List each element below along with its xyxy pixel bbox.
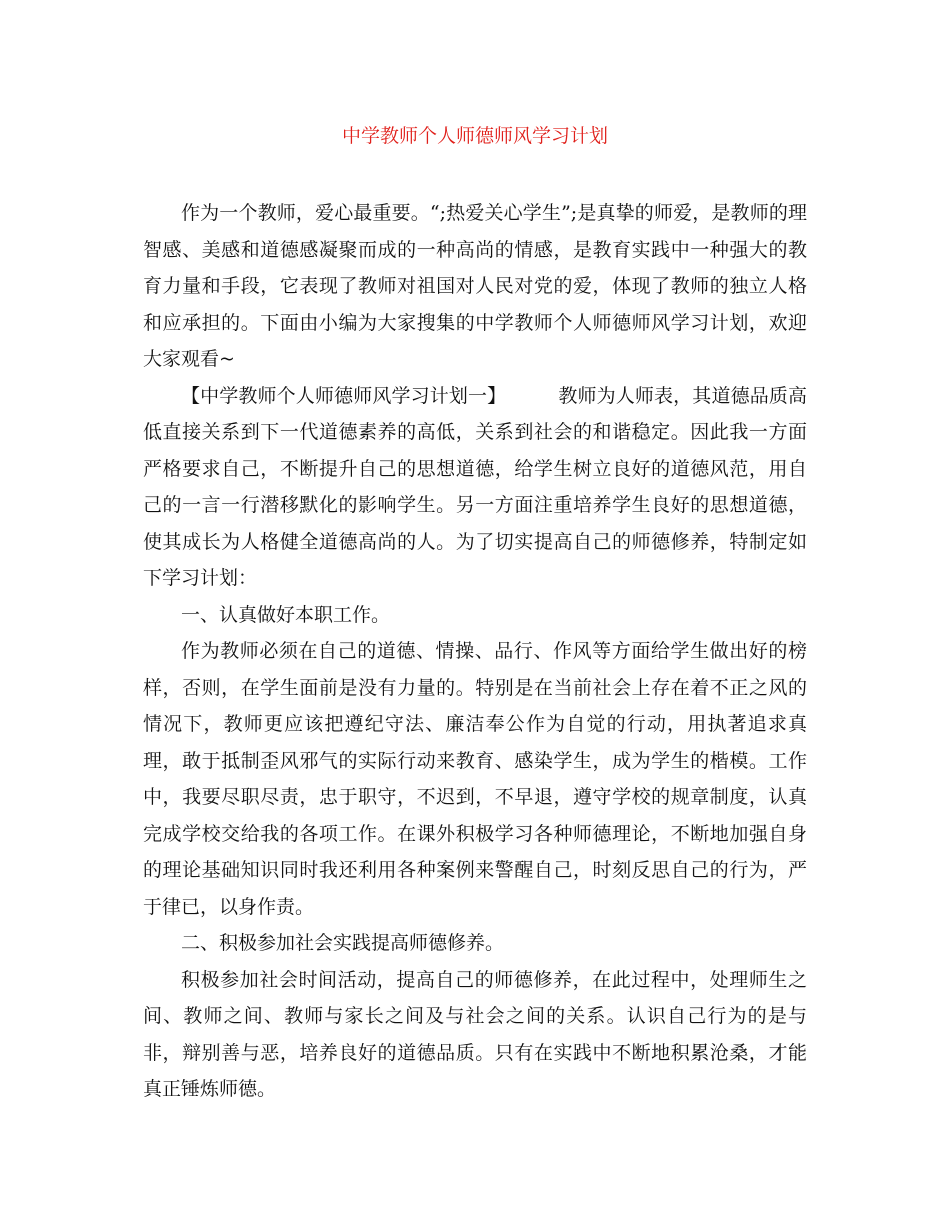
plan1-text: 教师为人师表，其道德品质高低直接关系到下一代道德素养的高低，关系到社会的和谐稳定。因此我一方面严格要求自己，不断提升自己的思想道德，给学生树立良好的道德风范，用自己的一言一行潜移默化的影响学生。另一方面注重培养学生良好的思想道德，使其成长为人格健全道德高尚的人。为了切实提高自己的师德修养，特制定如下学习计划：: [143, 384, 807, 589]
section1-heading: 一、认真做好本职工作。: [181, 603, 391, 626]
document-body: [143, 195, 807, 1108]
intro-paragraph: 作为一个教师，爱心最重要。“;热爱关心学生”;是真挚的师爱，是教师的理智感、美感和道德感凝聚而成的一种高尚的情感，是教育实践中一种强大的教育力量和手段，它表现了教师对祖国对人民对党的爱，体现了教师的独立人格和应承担的。下面由小编为大家搜集的中学教师个人师德师风学习计划，欢迎大家观看~: [143, 202, 807, 370]
section2-heading: 二、积极参加社会实践提高师德修养。: [181, 932, 505, 954]
section2-paragraph: 积极参加社会时间活动，提高自己的师德修养，在此过程中，处理师生之间、教师之间、教师与家长之间及与社会之间的关系。认识自己行为的是与非，辩别善与恶，培养良好的道德品质。只有在实践中不断地积累沧桑，才能真正锤炼师德。: [143, 968, 807, 1100]
plan1-heading: 【中学教师个人师德师风学习计划一】: [181, 384, 507, 407]
plan1-paragraph: [143, 378, 807, 597]
document-title: 中学教师个人师德师风学习计划: [341, 125, 608, 147]
section1-paragraph: 作为教师必须在自己的道德、情操、品行、作风等方面给学生做出好的榜样，否则，在学生面前是没有力量的。特别是在当前社会上存在着不正之风的情况下，教师更应该把遵纪守法、廉洁奉公作为自觉的行动，用执著追求真理，敢于抵制歪风邪气的实际行动来教育、感染学生，成为学生的楷模。工作中，我要尽职尽责，忠于职守，不迟到，不早退，遵守学校的规章制度，认真完成学校交给我的各项工作。在课外积极学习各种师德理论，不断地加强自身的理论基础知识同时我还利用各种案例来警醒自己，时刻反思自己的行为，严于律已，以身作责。: [143, 640, 807, 918]
